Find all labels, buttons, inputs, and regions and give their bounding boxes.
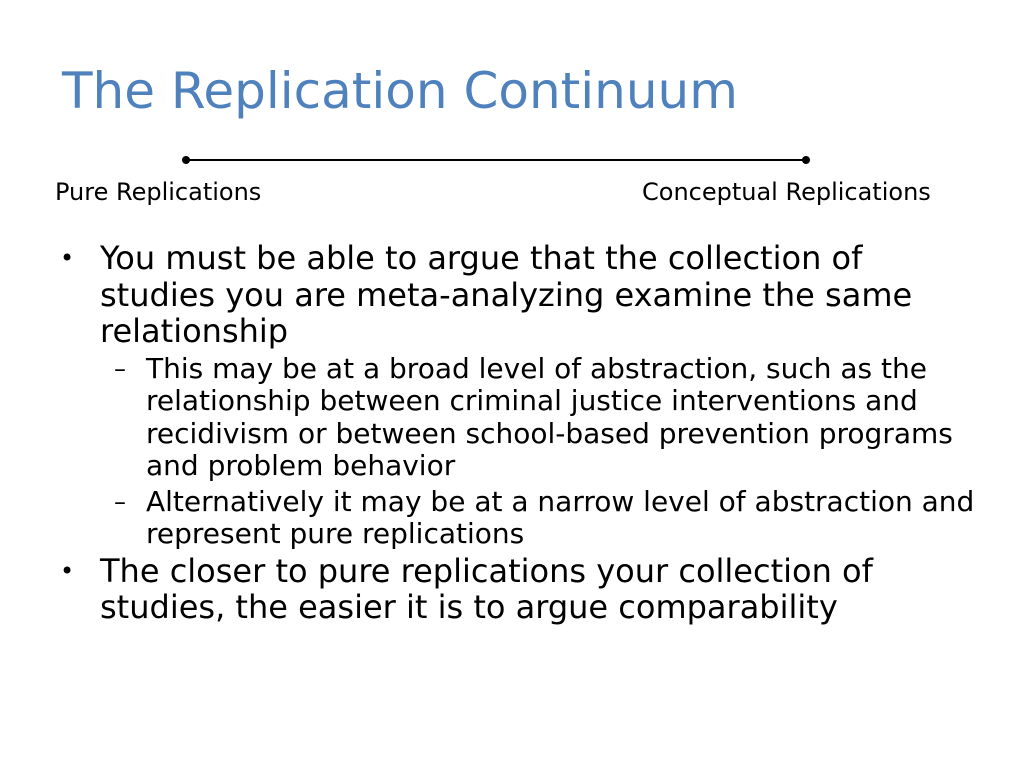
- continuum-left-endpoint: [182, 156, 190, 164]
- sub-bullet-item: [100, 486, 980, 551]
- bullet-text: The closer to pure replications your collection of studies, the easier it is to argue comparability: [100, 551, 873, 626]
- continuum-right-label: Conceptual Replications: [642, 178, 931, 206]
- sub-bullet-text: This may be at a broad level of abstraction, such as the relationship between criminal justice interventions and recidivism or between school-based prevention programs and problem behavior: [146, 351, 953, 482]
- sub-bullet-text: Alternatively it may be at a narrow level of abstraction and represent pure replications: [146, 484, 975, 550]
- continuum-bar: [186, 159, 806, 161]
- slide-title: The Replication Continuum: [62, 62, 738, 120]
- bullet-item: [60, 553, 980, 626]
- bullet-marker: •: [60, 556, 75, 585]
- continuum-line: [180, 152, 812, 168]
- sub-bullet-marker: –: [114, 354, 126, 383]
- bullet-list: [60, 238, 980, 626]
- bullet-text: You must be able to argue that the collection of studies you are meta-analyzing examine the same relationship: [100, 239, 913, 350]
- continuum-left-label: Pure Replications: [55, 178, 262, 206]
- bullet-item: [60, 240, 980, 551]
- sub-bullet-list: [100, 353, 980, 551]
- bullet-marker: •: [60, 244, 75, 272]
- sub-bullet-item: [100, 353, 980, 483]
- continuum-right-endpoint: [802, 156, 810, 164]
- sub-bullet-marker: –: [114, 487, 126, 516]
